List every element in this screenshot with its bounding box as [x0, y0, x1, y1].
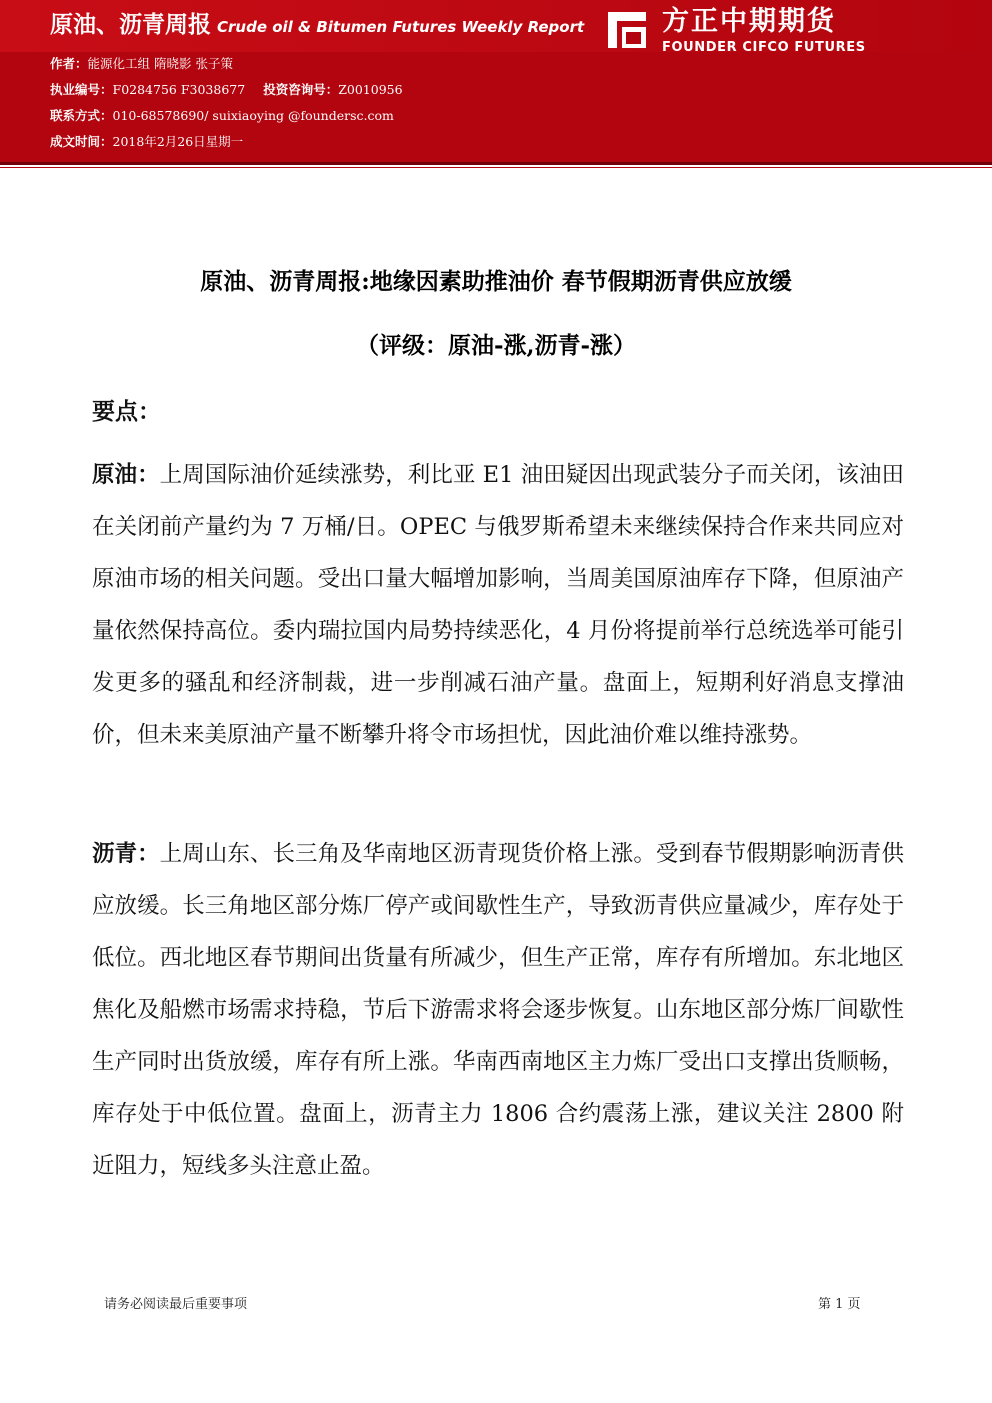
license-line [50, 82, 403, 98]
logo-text-en: FOUNDER CIFCO FUTURES [662, 40, 866, 55]
report-header [0, 0, 992, 162]
founder-logo-icon [604, 8, 650, 52]
bitumen-label: 沥青： [92, 841, 160, 867]
date-line [50, 134, 243, 150]
report-series-title [50, 8, 584, 42]
footer-disclaimer: 请务必阅读最后重要事项 [104, 1297, 248, 1312]
consult-value: Z0010956 [338, 82, 403, 97]
header-divider-thin [0, 167, 992, 168]
report-rating: （评级：原油-涨,沥青-涨） [355, 332, 637, 359]
date-label: 成文时间： [50, 134, 113, 149]
crude-oil-paragraph [92, 449, 904, 761]
crude-oil-text: 上周国际油价延续涨势，利比亚 E1 油田疑因出现武装分子而关闭，该油田在关闭前产量约为 7 万桶/日。OPEC 与俄罗斯希望未来继续保持合作来共同应对原油市场的相关问题。受出口量大幅增加影响，当周美国原油库存下降，但原油产量依然保持高位。委内瑞拉国内局势持续恶化，4 月份将提前举行总统选举可能引发更多的骚乱和经济制裁，进一步削减石油产量。盘面上，短期利好消息支撑油价，但未来美原油产量不断攀升将令市场担忧，因此油价难以维持涨势。 [92, 462, 904, 748]
author-label: 作者： [50, 56, 88, 71]
keypoints-heading: 要点： [92, 398, 161, 425]
license-value: F0284756 F3038677 [112, 82, 246, 97]
author-value: 能源化工组 隋晓影 张子策 [87, 56, 233, 71]
series-title-en: Crude oil & Bitumen Futures Weekly Report [217, 18, 585, 36]
series-title-cn: 原油、沥青周报 [50, 12, 211, 38]
crude-oil-label: 原油： [92, 462, 160, 488]
logo-text-cn: 方正中期期货 [662, 6, 836, 37]
contact-value: 010-68578690/ suixiaoying @foundersc.com [112, 108, 394, 123]
report-title: 原油、沥青周报:地缘因素助推油价 春节假期沥青供应放缓 [200, 268, 792, 295]
author-line [50, 56, 233, 72]
bitumen-paragraph [92, 828, 904, 1192]
company-logo [604, 6, 904, 54]
bitumen-text: 上周山东、长三角及华南地区沥青现货价格上涨。受到春节假期影响沥青供应放缓。长三角地区部分炼厂停产或间歇性生产，导致沥青供应量减少，库存处于低位。西北地区春节期间出货量有所减少，但生产正常，库存有所增加。东北地区焦化及船燃市场需求持稳，节后下游需求将会逐步恢复。山东地区部分炼厂间歇性生产同时出货放缓，库存有所上涨。华南西南地区主力炼厂受出口支撑出货顺畅，库存处于中低位置。盘面上，沥青主力 1806 合约震荡上涨，建议关注 2800 附近阻力，短线多头注意止盈。 [92, 841, 904, 1179]
date-value: 2018年2月26日星期一 [112, 134, 244, 149]
contact-line [50, 108, 394, 124]
page-number: 第 1 页 [818, 1297, 861, 1312]
license-label: 执业编号： [50, 82, 113, 97]
header-divider [0, 162, 992, 165]
contact-label: 联系方式： [50, 108, 113, 123]
consult-label: 投资咨询号： [263, 82, 339, 97]
